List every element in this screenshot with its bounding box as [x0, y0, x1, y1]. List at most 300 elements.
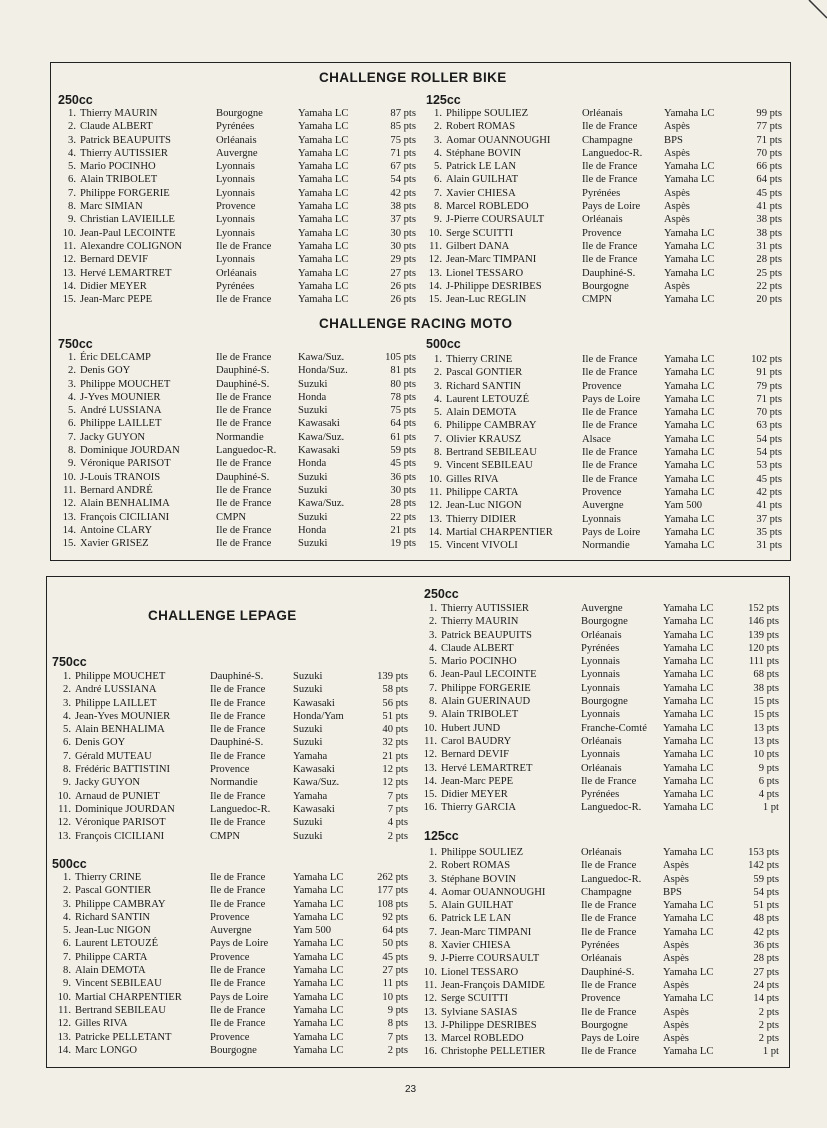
cell-bike: Yamaha LC — [663, 993, 714, 1005]
cell-rank: 2. — [63, 885, 71, 897]
cell-rider: Claude ALBERT — [441, 642, 514, 654]
cell-league: Ile de France — [582, 354, 638, 365]
cell-rank: 6. — [68, 418, 76, 430]
cell-rank: 12. — [428, 500, 442, 512]
cell-bike: Aspès — [664, 121, 690, 133]
cell-points: 42 pts — [753, 926, 779, 938]
cell-points: 87 pts — [390, 108, 416, 119]
cell-rank: 9. — [429, 709, 437, 721]
cell-rank: 8. — [429, 940, 437, 952]
cell-bike: Yamaha LC — [663, 709, 714, 721]
cell-rider: J-Yves MOUNIER — [80, 391, 161, 403]
cell-rank: 13. — [423, 1033, 437, 1045]
cell-rider: Stéphane BOVIN — [446, 147, 522, 159]
cell-rank: 10. — [62, 227, 76, 239]
cell-league: Ile de France — [582, 367, 638, 379]
roller-bike-title: CHALLENGE ROLLER BIKE — [319, 70, 507, 85]
cell-rider: Xavier GRISEZ — [80, 538, 149, 550]
cell-rank: 9. — [429, 953, 437, 965]
cell-rider: Christophe PELLETIER — [441, 1046, 546, 1058]
cell-bike: Yamaha LC — [663, 847, 714, 858]
cell-rank: 9. — [63, 777, 71, 789]
cell-points: 27 pts — [753, 966, 779, 978]
cell-league: Dauphiné-S. — [210, 737, 264, 749]
cell-bike: Yamaha LC — [663, 775, 714, 787]
cell-league: Ile de France — [581, 1006, 637, 1018]
cell-rider: Vincent VIVOLI — [446, 540, 518, 552]
cell-points: 54 pts — [756, 433, 782, 445]
cell-points: 38 pts — [756, 214, 782, 226]
cell-rank: 10. — [428, 473, 442, 485]
cell-league: Ile de France — [210, 965, 266, 977]
cell-bike: Yamaha LC — [293, 951, 344, 963]
cell-league: Bourgogne — [210, 1044, 257, 1056]
cell-rank: 7. — [63, 750, 71, 762]
cell-rider: Dominique JOURDAN — [80, 445, 180, 457]
cell-rider: Martial CHARPENTIER — [446, 526, 553, 538]
cell-league: Pyrénées — [582, 187, 621, 199]
cell-points: 71 pts — [756, 134, 782, 146]
cell-bike: Suzuki — [298, 378, 328, 390]
cell-rank: 13. — [428, 513, 442, 525]
cell-bike: Suzuki — [293, 830, 323, 842]
cell-league: Pays de Loire — [582, 201, 641, 213]
cell-rider: Jean-Paul LECOINTE — [80, 227, 176, 239]
cell-points: 48 pts — [753, 913, 779, 925]
cell-bike: Kawa/Suz. — [298, 352, 345, 363]
cell-bike: Suzuki — [293, 684, 323, 696]
cell-rank: 16. — [423, 1046, 437, 1058]
cell-rank: 15. — [428, 294, 442, 306]
cell-points: 7 pts — [387, 1031, 408, 1043]
cell-points: 15 pts — [753, 709, 779, 721]
cell-bike: BPS — [663, 886, 682, 898]
cell-league: Lyonnais — [581, 669, 620, 681]
cell-league: Orléanais — [581, 735, 622, 747]
cell-points: 30 pts — [390, 240, 416, 252]
cell-points: 54 pts — [390, 174, 416, 186]
cell-league: Pyrénées — [581, 642, 620, 654]
cell-points: 120 pts — [748, 642, 779, 654]
cell-league: Ile de France — [216, 458, 272, 470]
cell-points: 177 pts — [377, 885, 408, 897]
cell-league: Champagne — [581, 886, 632, 898]
cell-league: Auvergne — [210, 925, 252, 937]
cell-league: Ile de France — [582, 473, 638, 485]
cell-points: 153 pts — [748, 847, 779, 858]
cell-bike: Yamaha LC — [293, 991, 344, 1003]
cell-rider: Denis GOY — [80, 365, 131, 377]
cell-rider: Dominique JOURDAN — [75, 803, 175, 815]
cell-bike: Suzuki — [298, 538, 328, 550]
cell-bike: Yamaha LC — [664, 407, 715, 419]
cell-bike: Yamaha LC — [663, 669, 714, 681]
cell-points: 42 pts — [756, 486, 782, 498]
cell-rank: 13. — [57, 830, 71, 842]
cell-bike: Yamaha LC — [664, 227, 715, 239]
cell-rank: 15. — [62, 294, 76, 306]
cell-league: Auvergne — [216, 147, 258, 159]
cell-points: 67 pts — [390, 161, 416, 173]
cell-points: 9 pts — [758, 762, 779, 774]
cell-league: Ile de France — [581, 926, 637, 938]
cell-rider: Bernard DEVIF — [441, 749, 509, 761]
cell-bike: Yamaha LC — [664, 380, 715, 392]
cell-rider: Gérald MUTEAU — [75, 750, 152, 762]
cell-bike: Honda — [298, 458, 327, 470]
cell-bike: Yamaha LC — [664, 108, 715, 119]
cell-points: 11 pts — [382, 978, 408, 990]
cell-league: Ile de France — [581, 1046, 637, 1058]
cell-rank: 5. — [434, 407, 442, 419]
cell-league: CMPN — [210, 830, 241, 842]
lepage-title: CHALLENGE LEPAGE — [148, 608, 297, 623]
cell-bike: Suzuki — [293, 817, 323, 829]
cell-rider: Philippe SOULIEZ — [441, 847, 524, 858]
cell-rank: 3. — [434, 380, 442, 392]
cell-rank: 9. — [68, 214, 76, 226]
cell-league: Provence — [216, 201, 256, 213]
cell-league: Provence — [582, 486, 622, 498]
cell-points: 58 pts — [382, 684, 408, 696]
cell-bike: Aspès — [664, 214, 690, 226]
cell-bike: Yamaha LC — [663, 682, 714, 694]
cell-bike: Yamaha LC — [298, 267, 349, 279]
cell-rider: Jean-François DAMIDE — [441, 979, 545, 991]
cell-points: 41 pts — [756, 201, 782, 213]
cell-rank: 12. — [428, 254, 442, 266]
cell-rider: Jacky GUYON — [80, 431, 146, 443]
cell-rider: Serge SCUITTI — [441, 993, 509, 1005]
cell-rider: Gilbert DANA — [446, 240, 510, 252]
cell-rider: Alain GUILHAT — [441, 900, 514, 912]
cell-league: Orléanais — [216, 134, 257, 146]
cell-points: 64 pts — [756, 174, 782, 186]
cell-bike: Yamaha LC — [664, 393, 715, 405]
cell-rider: Gilles RIVA — [446, 473, 499, 485]
cell-league: Pays de Loire — [210, 938, 269, 950]
cell-rank: 11. — [58, 1004, 71, 1016]
cell-rider: Bertrand SEBILEAU — [75, 1004, 166, 1016]
cell-rider: Philippe CAMBRAY — [446, 420, 537, 432]
cell-bike: Kawasaki — [293, 697, 335, 709]
roller-250cc-label: 250cc — [58, 93, 93, 107]
cell-rider: Olivier KRAUSZ — [446, 433, 522, 445]
cell-league: Lyonnais — [581, 656, 620, 668]
cell-points: 8 pts — [387, 1018, 408, 1030]
cell-bike: Honda/Suz. — [298, 365, 348, 377]
cell-bike: Aspès — [663, 953, 689, 965]
cell-rider: Bernard DEVIF — [80, 254, 148, 266]
cell-points: 2 pts — [387, 830, 408, 842]
cell-rider: Patricke PELLETANT — [75, 1031, 172, 1043]
cell-league: Ile de France — [582, 121, 638, 133]
cell-bike: Honda/Yam — [293, 710, 344, 722]
cell-rider: Robert ROMAS — [446, 121, 516, 133]
cell-rank: 5. — [429, 656, 437, 668]
cell-points: 30 pts — [390, 227, 416, 239]
cell-points: 1 pt — [762, 802, 779, 814]
cell-bike: Yamaha LC — [663, 656, 714, 668]
cell-points: 77 pts — [756, 121, 782, 133]
cell-bike: Yamaha LC — [293, 938, 344, 950]
cell-league: Normandie — [210, 777, 258, 789]
cell-bike: Yamaha LC — [663, 966, 714, 978]
cell-rank: 8. — [434, 447, 442, 459]
cell-points: 1 pt — [762, 1046, 779, 1058]
cell-points: 91 pts — [756, 367, 782, 379]
cell-bike: Aspès — [663, 873, 689, 885]
cell-bike: Yamaha LC — [298, 134, 349, 146]
cell-points: 142 pts — [748, 860, 779, 872]
cell-bike: Yamaha LC — [664, 486, 715, 498]
cell-rider: Bertrand SEBILEAU — [446, 447, 537, 459]
cell-rank: 11. — [58, 803, 71, 815]
cell-rider: Hubert JUND — [441, 722, 501, 734]
cell-rank: 14. — [423, 775, 437, 787]
cell-points: 29 pts — [390, 254, 416, 266]
cell-rider: Carol BAUDRY — [441, 735, 512, 747]
cell-points: 37 pts — [756, 513, 782, 525]
cell-rider: Philippe MOUCHET — [75, 671, 166, 682]
cell-league: Ile de France — [582, 447, 638, 459]
cell-rider: Stéphane BOVIN — [441, 873, 517, 885]
cell-points: 79 pts — [756, 380, 782, 392]
cell-points: 64 pts — [390, 418, 416, 430]
cell-league: Dauphiné-S. — [216, 378, 270, 390]
cell-rider: Jean-Luc NIGON — [446, 500, 522, 512]
cell-league: Alsace — [582, 433, 611, 445]
cell-points: 20 pts — [756, 294, 782, 306]
cell-points: 31 pts — [756, 540, 782, 552]
cell-league: Normandie — [582, 540, 630, 552]
cell-bike: Yamaha LC — [664, 540, 715, 552]
cell-rank: 1. — [63, 671, 71, 682]
cell-rider: Marcel ROBLEDO — [441, 1033, 524, 1045]
cell-points: 152 pts — [748, 603, 779, 614]
cell-bike: Yamaha LC — [663, 642, 714, 654]
cell-points: 54 pts — [756, 447, 782, 459]
cell-league: Ile de France — [216, 240, 272, 252]
cell-points: 10 pts — [382, 991, 408, 1003]
page-number: 23 — [405, 1084, 417, 1095]
cell-league: Ile de France — [582, 254, 638, 266]
cell-league: Bourgogne — [582, 280, 629, 292]
cell-rank: 4. — [434, 393, 442, 405]
cell-league: Dauphiné-S. — [216, 365, 270, 377]
cell-rider: Alain DEMOTA — [446, 407, 517, 419]
cell-points: 15 pts — [753, 696, 779, 708]
cell-bike: Kawasaki — [298, 418, 340, 430]
cell-league: Pyrénées — [216, 280, 255, 292]
cell-rank: 7. — [434, 433, 442, 445]
cell-rank: 10. — [423, 966, 437, 978]
cell-rank: 11. — [424, 979, 437, 991]
cell-points: 4 pts — [387, 817, 408, 829]
cell-league: Lyonnais — [582, 513, 621, 525]
cell-league: Languedoc-R. — [216, 445, 277, 457]
cell-league: Ile de France — [210, 697, 266, 709]
cell-league: Lyonnais — [216, 174, 255, 186]
cell-rider: Philippe CAMBRAY — [75, 898, 166, 910]
cell-points: 105 pts — [385, 352, 416, 363]
cell-league: Bourgogne — [581, 1019, 628, 1031]
cell-rider: Richard SANTIN — [446, 380, 522, 392]
cell-league: Dauphiné-S. — [210, 671, 264, 682]
cell-league: Orléanais — [581, 953, 622, 965]
cell-rider: Frédéric BATTISTINI — [75, 764, 171, 776]
cell-league: Ile de France — [216, 524, 272, 536]
cell-league: Ile de France — [210, 898, 266, 910]
cell-points: 41 pts — [756, 500, 782, 512]
cell-league: Ile de France — [582, 420, 638, 432]
cell-bike: Yamaha LC — [298, 254, 349, 266]
cell-rider: J-Pierre COURSAULT — [446, 214, 545, 226]
cell-rider: Jean-Marc TIMPANI — [446, 254, 537, 266]
cell-bike: Honda — [298, 391, 327, 403]
cell-points: 56 pts — [382, 697, 408, 709]
cell-points: 30 pts — [390, 484, 416, 496]
cell-rider: Jean-Luc REGLIN — [446, 294, 527, 306]
cell-rider: Patrick LE LAN — [441, 913, 512, 925]
cell-league: CMPN — [216, 511, 247, 523]
cell-rank: 9. — [63, 978, 71, 990]
cell-league: Ile de France — [210, 872, 266, 883]
cell-points: 71 pts — [756, 393, 782, 405]
cell-points: 80 pts — [390, 378, 416, 390]
cell-rank: 3. — [434, 134, 442, 146]
cell-rider: Thierry MAURIN — [80, 108, 158, 119]
cell-rank: 5. — [63, 925, 71, 937]
cell-bike: Yamaha LC — [663, 616, 714, 628]
cell-rank: 13. — [62, 267, 76, 279]
cell-rider: Christian LAVIEILLE — [80, 214, 175, 226]
cell-bike: Suzuki — [293, 737, 323, 749]
cell-league: Orléanais — [581, 847, 622, 858]
cell-league: Languedoc-R. — [582, 147, 643, 159]
cell-rank: 1. — [434, 354, 442, 365]
cell-points: 102 pts — [751, 354, 782, 365]
cell-rank: 11. — [63, 484, 76, 496]
cell-bike: Suzuki — [293, 724, 323, 736]
cell-bike: Suzuki — [298, 471, 328, 483]
cell-rider: Denis GOY — [75, 737, 126, 749]
cell-rank: 14. — [62, 524, 76, 536]
cell-points: 22 pts — [756, 280, 782, 292]
cell-rank: 1. — [68, 352, 76, 363]
cell-rank: 10. — [57, 790, 71, 802]
cell-rider: Philippe SOULIEZ — [446, 108, 529, 119]
cell-rider: Philippe CARTA — [75, 951, 148, 963]
cell-bike: Yamaha LC — [293, 1018, 344, 1030]
cell-bike: Yamaha LC — [298, 121, 349, 133]
cell-bike: Yamaha LC — [664, 354, 715, 365]
cell-bike: Yamaha LC — [293, 885, 344, 897]
cell-bike: Kawasaki — [293, 764, 335, 776]
cell-rider: Vincent SEBILEAU — [446, 460, 533, 472]
cell-league: Provence — [581, 993, 621, 1005]
cell-bike: Aspès — [663, 860, 689, 872]
cell-rank: 2. — [63, 684, 71, 696]
cell-points: 10 pts — [753, 749, 779, 761]
cell-rank: 5. — [429, 900, 437, 912]
cell-rider: Alain DEMOTA — [75, 965, 146, 977]
cell-bike: Suzuki — [293, 671, 323, 682]
cell-league: Orléanais — [581, 629, 622, 641]
cell-bike: Yamaha LC — [664, 367, 715, 379]
cell-points: 2 pts — [758, 1006, 779, 1018]
cell-league: Lyonnais — [216, 227, 255, 239]
cell-rank: 2. — [429, 616, 437, 628]
cell-rank: 12. — [62, 254, 76, 266]
cell-league: Franche-Comté — [581, 722, 647, 734]
cell-bike: Yamaha LC — [664, 254, 715, 266]
cell-points: 2 pts — [387, 1044, 408, 1056]
cell-points: 32 pts — [382, 737, 408, 749]
cell-rider: Arnaud de PUNIET — [75, 790, 160, 802]
cell-bike: Yamaha LC — [663, 1046, 714, 1058]
cell-points: 111 pts — [748, 656, 779, 668]
cell-rider: Aomar OUANNOUGHI — [446, 134, 551, 146]
cell-bike: Aspès — [663, 1019, 689, 1031]
cell-bike: Aspès — [664, 147, 690, 159]
cell-rider: Philippe FORGERIE — [80, 187, 170, 199]
cell-points: 54 pts — [753, 886, 779, 898]
cell-points: 63 pts — [756, 420, 782, 432]
cell-rider: Véronique PARISOT — [75, 817, 166, 829]
cell-points: 51 pts — [382, 710, 408, 722]
cell-league: Ile de France — [210, 790, 266, 802]
cell-points: 45 pts — [756, 473, 782, 485]
cell-league: CMPN — [582, 294, 613, 306]
cell-rank: 10. — [57, 991, 71, 1003]
cell-rank: 13. — [423, 762, 437, 774]
cell-rider: Serge SCUITTI — [446, 227, 514, 239]
cell-rank: 8. — [429, 696, 437, 708]
cell-rider: Marcel ROBLEDO — [446, 201, 529, 213]
cell-rider: François CICILIANI — [80, 511, 170, 523]
cell-bike: Yamaha LC — [298, 161, 349, 173]
cell-bike: Yamaha LC — [293, 965, 344, 977]
cell-rank: 2. — [68, 365, 76, 377]
cell-rank: 1. — [63, 872, 71, 883]
cell-points: 12 pts — [382, 764, 408, 776]
cell-bike: Yamaha LC — [298, 147, 349, 159]
cell-bike: BPS — [664, 134, 683, 146]
lepage-500cc-label: 500cc — [52, 857, 87, 871]
cell-rank: 13. — [423, 1006, 437, 1018]
cell-rank: 11. — [63, 240, 76, 252]
cell-rider: Jacky GUYON — [75, 777, 141, 789]
cell-points: 26 pts — [390, 294, 416, 306]
cell-rider: Didier MEYER — [80, 280, 147, 292]
cell-rider: Pascal GONTIER — [75, 885, 152, 897]
cell-bike: Yamaha LC — [663, 913, 714, 925]
cell-points: 66 pts — [756, 161, 782, 173]
cell-league: Pyrénées — [581, 940, 620, 952]
cell-rider: André LUSSIANA — [80, 405, 162, 417]
cell-rank: 6. — [63, 737, 71, 749]
cell-rider: Jean-Yves MOUNIER — [75, 710, 171, 722]
cell-bike: Yamaha LC — [293, 872, 344, 883]
cell-league: Lyonnais — [581, 749, 620, 761]
cell-points: 12 pts — [382, 777, 408, 789]
cell-league: Languedoc-R. — [581, 873, 642, 885]
cell-rank: 11. — [424, 735, 437, 747]
cell-rank: 10. — [428, 227, 442, 239]
cell-bike: Yamaha LC — [298, 240, 349, 252]
cell-points: 139 pts — [748, 629, 779, 641]
